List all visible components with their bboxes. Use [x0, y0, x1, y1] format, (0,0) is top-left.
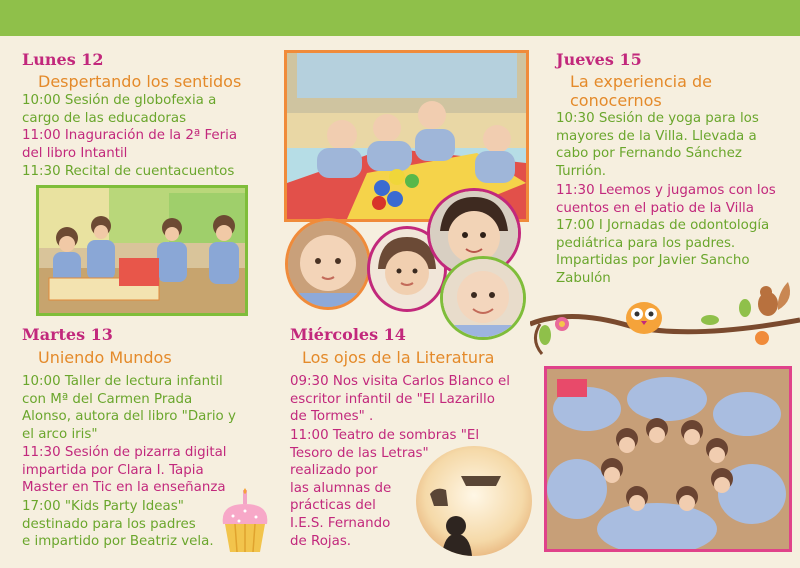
wednesday-day: Miércoles 14 [290, 325, 406, 344]
children-reading-photo [36, 185, 248, 316]
wednesday-event-1: 09:30 Nos visita Carlos Blanco el escritor infantil de "El Lazarillo de Tormes" . [290, 374, 510, 425]
tuesday-day: Martes 13 [22, 325, 113, 344]
cupcake-illustration [218, 488, 272, 554]
tuesday-event-1: 10:00 Taller de lectura infantil con Mª del Carmen Prada Alonso, autora del libro "Dario y el arco iris" [22, 374, 236, 442]
monday-day: Lunes 12 [22, 50, 104, 69]
branch-illustration [530, 280, 800, 360]
tuesday-event-3: 17:00 "Kids Party Ideas" destinado para los padres e impartido por Beatriz vela. [22, 499, 214, 550]
shadow-theater-photo [416, 446, 532, 556]
thursday-title: La experiencia de conocernos [570, 72, 712, 110]
children-circle-photo [544, 366, 792, 552]
monday-title: Despertando los sentidos [38, 72, 242, 91]
baby-portrait-4 [440, 256, 526, 340]
wednesday-event-2: 11:00 Teatro de sombras "El Tesoro de las Letras" realizado por las alumnas de prácticas del I.E.S. Fernando de Rojas. [290, 428, 480, 549]
thursday-day: Jueves 15 [556, 50, 642, 69]
wednesday-title: Los ojos de la Literatura [302, 348, 495, 367]
tuesday-event-2: 11:30 Sesión de pizarra digital impartida por Clara I. Tapia Master en Tic en la enseñanza [22, 445, 227, 496]
thursday-event-1: 10:30 Sesión de yoga para los mayores de la Villa. Llevada a cabo por Fernando Sánchez Turrión. [556, 111, 759, 179]
monday-event-1: 10:00 Sesión de globofexia a cargo de las educadoras [22, 93, 217, 126]
thursday-event-3: 17:00 I Jornadas de odontología pediátrica para los padres. Impartidas por Javier Sancho Zabulón [556, 218, 770, 286]
monday-event-3: 11:30 Recital de cuentacuentos [22, 164, 235, 179]
thursday-event-2: 11:30 Leemos y jugamos con los cuentos en el patio de la Villa [556, 183, 776, 216]
top-banner [0, 0, 800, 36]
tuesday-title: Uniendo Mundos [38, 348, 172, 367]
baby-portrait-1 [285, 218, 371, 310]
monday-event-2: 11:00 Inaguración de la 2ª Feria del libro Intantil [22, 128, 238, 161]
